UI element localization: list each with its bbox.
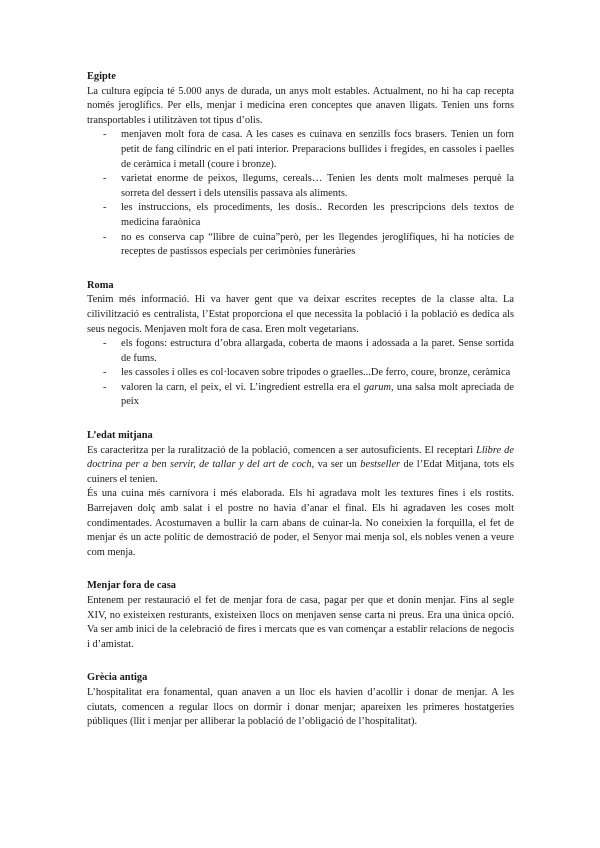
section-heading: L’edat mitjana	[87, 430, 153, 442]
section-roma	[87, 279, 514, 410]
section-menjar-fora	[87, 579, 514, 652]
list-item: - les instruccions, els procediments, les dosis.. Recorden les prescripcions dels textos de medicina faraònica	[103, 202, 514, 228]
section-grecia	[87, 671, 514, 729]
bullet-dash: -	[103, 129, 107, 141]
section-edat-mitjana	[87, 429, 514, 560]
bullet-dash: -	[103, 381, 107, 393]
list-item: - no es conserva cap “llibre de cuina”però, per les llegendes jeroglífiques, hi ha notícies de receptes de pastissos especials per cerimònies funeràries	[103, 231, 514, 258]
paragraph: És una cuina més carnívora i més elaborada. Els hi agradava molt les textures fines i els rostits. Barrejaven dolç amb salat i el postre no havia d’anar el final. Els hi agradaven les coses molt condimentades. Acostumaven a bullir la carn abans de cuinar-la. No coneixien la forquilla, el fet de menjar és un acte polític de demostració de poder, el Senyor mai menja sol, els nobles venen a veure com menja.	[87, 488, 514, 558]
italic-term: garum	[363, 381, 391, 393]
section-heading: Menjar fora de casa	[87, 580, 176, 592]
bullet-list	[87, 128, 514, 259]
list-item: - els fogons: estructura d’obra allargada, coberta de maons i adossada a la paret. Sense sortida de fums.	[103, 338, 514, 364]
paragraph: La cultura egípcia té 5.000 anys de durada, un anys molt estables. Actualment, no hi ha cap recepta només jeroglífics. Per ells, menjar i medicina eren conceptes que anaven lligats. Tenien uns forns transportables i utilitzàven tot tipus d’olis.	[87, 85, 514, 126]
list-item: - varietat enorme de peixos, llegums, cereals… Tenien les dents molt malmeses perquè la sorreta del dessert i dels utensilis passava als aliments.	[103, 173, 514, 199]
book-title: Llibre de doctrina per a ben servir, de tallar y del art de coch	[87, 444, 514, 471]
list-item: - les cassoles i olles es col·locaven sobre tripodes o graelles...De ferro, coure, bronze, ceràmica	[87, 366, 514, 381]
bullet-dash: -	[103, 202, 107, 214]
section-heading: Egipte	[87, 71, 116, 82]
paragraph: Es caracteritza per la ruralització de la població, comencen a ser autosuficients. El receptari Llibre de doctrina per a ben servir, de tallar y del art de coch, va ser un bestseller de l’Edat Mitjana, tots els cuiners el tenien.	[87, 444, 514, 485]
section-heading: Grècia antiga	[87, 672, 148, 684]
document-page	[87, 70, 514, 749]
section-heading: Roma	[87, 279, 114, 291]
paragraph: L’hospitalitat era fonamental, quan anaven a un lloc els havien d’acollir i donar de menjar. A les ciutats, comencen a regular llocs on dormir i donar menjar; apareixen les primeres hostatgeries públiques (llit i menjar per alliberar la població de l’obligació de l’hospitalitat).	[87, 686, 514, 728]
list-item: - valoren la carn, el peix, el vi. L’ingredient estrella era el garum, una salsa molt apreciada de peix	[103, 381, 514, 408]
bullet-list	[87, 337, 514, 410]
italic-term: bestseller	[360, 459, 401, 471]
bullet-dash: -	[103, 338, 107, 350]
paragraph: Tenim més informació. Hi va haver gent que va deixar escrites receptes de la classe alta. La cilivilització es centralista, l’Estat proporciona el que necessita la població i la població es dedica als seus negocis. Menjaven molt fora de casa. Eren molt vegetarians.	[87, 294, 514, 335]
bullet-dash: -	[103, 367, 107, 379]
paragraph: Entenem per restauració el fet de menjar fora de casa, pagar per que et donin menjar. Fins al segle XIV, no existeixen resturants, existeixen llocs on menjaven sense carta ni preus. Era una única opció. Va ser amb inici de la celebració de fires i mercats que es van començar a establir relacions de negocis i d’amistat.	[87, 595, 514, 650]
bullet-dash: -	[103, 173, 107, 185]
section-egipte	[87, 70, 514, 260]
bullet-dash: -	[103, 231, 107, 243]
list-item: - menjaven molt fora de casa. A les cases es cuinava en senzills focs brasers. Tenien un forn petit de fang cilíndric en el pati interior. Preparacions bullides i fregides, en cassoles i paelles de ceràmica i metall (coure i bronze).	[103, 129, 514, 170]
